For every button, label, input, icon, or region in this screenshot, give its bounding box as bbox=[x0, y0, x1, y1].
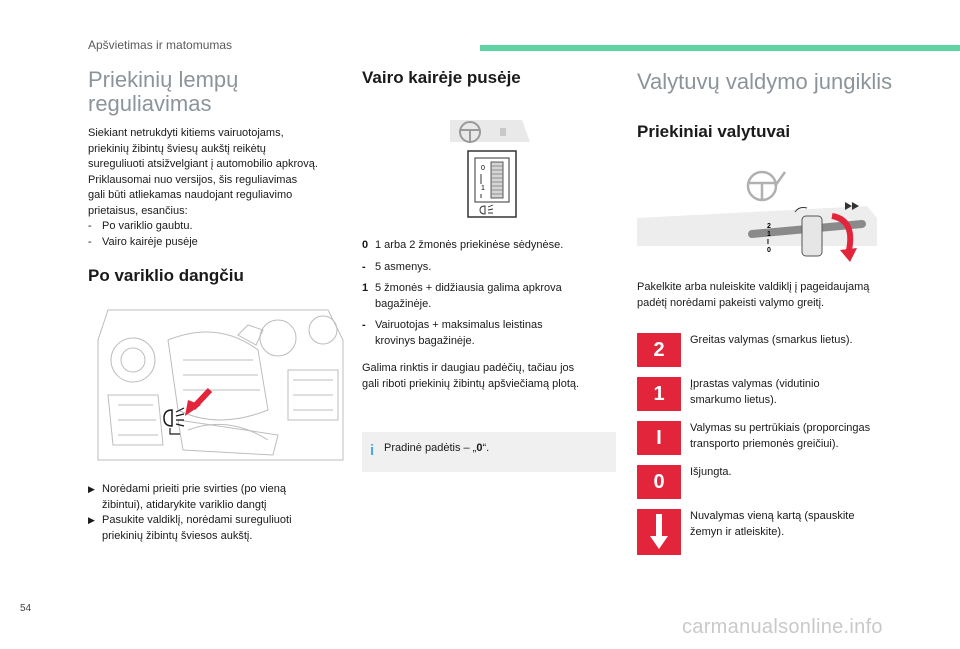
section-heading: Vairo kairėje pusėje bbox=[362, 68, 521, 87]
text-line: 5 asmenys. bbox=[375, 260, 432, 273]
lever-label: I bbox=[767, 239, 769, 246]
definition-key: 0 bbox=[362, 239, 369, 251]
text-line: žibintui), atidarykite variklio dangtį bbox=[102, 498, 267, 511]
list-item bbox=[637, 465, 890, 499]
definition-row bbox=[362, 318, 618, 349]
text-line: padėtį norėdami pakeisti valymo greitį. bbox=[637, 296, 825, 309]
speed-badge: I bbox=[637, 421, 681, 455]
position-definitions bbox=[362, 238, 618, 349]
note-text: Pradinė padėtis – „ bbox=[384, 442, 477, 454]
dial-label: 1 bbox=[481, 185, 485, 192]
positions-paragraph bbox=[362, 361, 618, 392]
page-title bbox=[88, 68, 350, 116]
instruction-list bbox=[88, 482, 350, 544]
text-line: gali riboti priekinių žibintų apšviečiamą plotą. bbox=[362, 377, 580, 390]
column-headlamp-adjustment bbox=[88, 64, 350, 544]
list-item bbox=[88, 482, 350, 513]
steering-wheel-illustration bbox=[450, 114, 530, 146]
text-line: Vairuotojas + maksimalus leistinas bbox=[375, 319, 543, 331]
list-item bbox=[88, 513, 350, 544]
engine-bay-illustration bbox=[88, 300, 350, 470]
text-line: Priklausomai nuo versijos, šis reguliavimas bbox=[88, 173, 298, 186]
headlamp-dial-drawing bbox=[467, 150, 517, 218]
definition-row bbox=[362, 238, 618, 254]
list-item bbox=[637, 377, 890, 411]
list-item bbox=[637, 509, 890, 555]
text-line: žemyn ir atleiskite). bbox=[690, 525, 785, 538]
text-line: priekinių žibintų šviesų aukštį reikėtų bbox=[88, 142, 266, 155]
list-item: - Po variklio gaubtu. bbox=[88, 219, 350, 235]
text-line: Įprastas valymas (vidutinio bbox=[690, 378, 820, 390]
text-line: 5 žmonės + didžiausia galima apkrova bbox=[375, 282, 562, 294]
rotate-arrow-icon bbox=[840, 248, 857, 262]
text-line: bagažinėje. bbox=[375, 297, 432, 310]
down-arrow-icon bbox=[649, 514, 669, 550]
list-item bbox=[637, 333, 890, 367]
text-line: Pasukite valdiklį, norėdami sureguliuoti bbox=[102, 514, 292, 526]
section-heading: Po variklio dangčiu bbox=[88, 266, 244, 285]
steering-wheel-drawing bbox=[450, 114, 530, 146]
text-line: Pakelkite arba nuleiskite valdiklį į pageidaujamą bbox=[637, 281, 870, 293]
text-line: Galima rinktis ir daugiau padėčių, tačiau jos bbox=[362, 362, 575, 374]
wiper-lever-drawing bbox=[637, 158, 877, 268]
wiper-speed-list bbox=[637, 333, 895, 573]
text-line: 1 arba 2 žmonės priekinėse sėdynėse. bbox=[375, 239, 564, 251]
text-line: sureguliuoti atsižvelgiant į automobilio apkrovą. bbox=[88, 158, 318, 170]
info-note bbox=[362, 432, 616, 472]
intro-paragraph bbox=[88, 126, 350, 250]
text-line: Valymas su pertrūkiais (proporcingas bbox=[690, 422, 871, 434]
list-item bbox=[637, 421, 890, 455]
lever-label: 1 bbox=[767, 231, 771, 238]
text-line: Siekiant netrukdyti kitiems vairuotojams, bbox=[88, 127, 284, 139]
column-wiper-control bbox=[637, 64, 895, 573]
info-icon: i bbox=[370, 442, 375, 459]
watermark: carmanualsonline.info bbox=[682, 616, 883, 638]
title-line: Priekinių lempų bbox=[88, 67, 239, 92]
steering-wheel-icon bbox=[748, 172, 776, 200]
section-heading: Priekiniai valytuvai bbox=[637, 122, 791, 141]
speed-badge: 1 bbox=[637, 377, 681, 411]
column-steering-left bbox=[362, 64, 618, 472]
definition-row bbox=[362, 281, 618, 312]
list-item: - Vairo kairėje pusėje bbox=[88, 235, 350, 251]
single-wipe-badge bbox=[637, 509, 681, 555]
text-line: transporto priemonės greičiui). bbox=[690, 437, 839, 450]
text-line: gali būti atliekamas naudojant reguliavimo bbox=[88, 189, 293, 201]
note-text: “. bbox=[482, 442, 490, 454]
wiper-paragraph bbox=[637, 280, 895, 311]
lever-label: 0 bbox=[767, 247, 771, 254]
page-number: 54 bbox=[20, 603, 32, 614]
arrow-bullet-icon: ▶ bbox=[88, 515, 95, 525]
text-line: smarkumo lietus). bbox=[690, 393, 777, 406]
text-line: prietaisus, esančius: bbox=[88, 204, 188, 217]
section-title: Valytuvų valdymo jungiklis bbox=[637, 69, 893, 94]
text-line: krovinys bagažinėje. bbox=[375, 334, 475, 347]
text-line: Norėdami prieiti prie svirties (po vieną bbox=[102, 483, 287, 495]
dial-label: 0 bbox=[481, 165, 485, 172]
headlamp-dial-illustration bbox=[467, 150, 517, 218]
arrow-bullet-icon: ▶ bbox=[88, 484, 95, 494]
wiper-lever-illustration bbox=[637, 158, 877, 268]
engine-bay-drawing bbox=[88, 300, 350, 470]
list-item-text: Po variklio gaubtu. bbox=[102, 220, 193, 232]
lever-label: 2 bbox=[767, 223, 771, 230]
speed-badge: 2 bbox=[637, 333, 681, 367]
text-line: Išjungta. bbox=[690, 466, 732, 478]
note-value: 0 bbox=[476, 442, 483, 454]
header-section-label: Apšvietimas ir matomumas bbox=[88, 38, 233, 52]
list-item-text: Vairo kairėje pusėje bbox=[102, 235, 198, 248]
definition-key: - bbox=[362, 319, 366, 331]
text-line: Nuvalymas vieną kartą (spauskite bbox=[690, 510, 855, 522]
speed-badge: 0 bbox=[637, 465, 681, 499]
text-line: Greitas valymas (smarkus lietus). bbox=[690, 334, 853, 346]
definition-row bbox=[362, 260, 618, 276]
text-line: priekinių žibintų šviesos aukštį. bbox=[102, 529, 253, 542]
definition-key: 1 bbox=[362, 282, 369, 294]
title-line: reguliavimas bbox=[88, 91, 212, 116]
header-accent-bar bbox=[480, 45, 960, 51]
definition-key: - bbox=[362, 260, 366, 273]
